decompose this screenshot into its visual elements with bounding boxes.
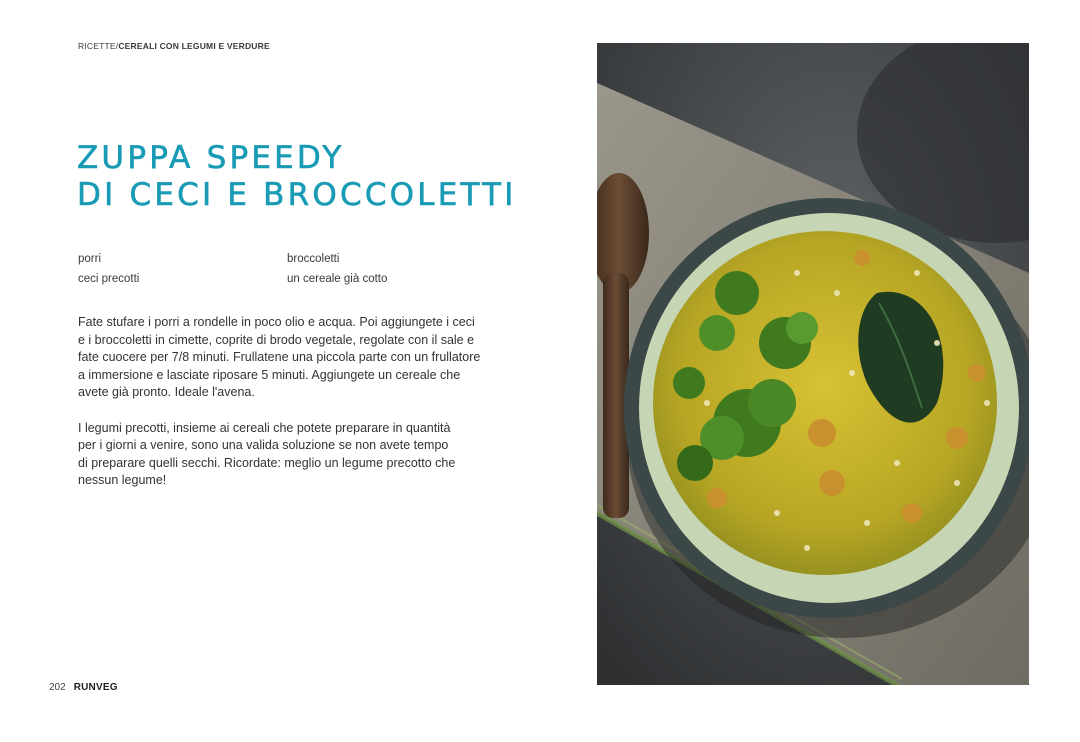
breadcrumb — [78, 41, 270, 51]
recipe-instructions — [78, 314, 493, 508]
instructions-paragraph: Fate stufare i porri a rondelle in poco olio e acqua. Poi aggiungete i ceci e i broccoletti in cimette, coprite di brodo vegetale, regolate con il sale e fate cuocere per 7/8 minuti. Frullatene una piccola parte con un frullatore a immersione e lasciate riposare 5 minuti. Aggiungete un cereale che avete già pronto. Ideale l'avena. — [78, 315, 481, 400]
notes-paragraph: I legumi precotti, insieme ai cereali che potete preparare in quantità per i giorni a venire, sono una valida soluzione se non avete tempo di preparare quelli secchi. Ricordate: meglio un legume precotto che nessun legume! — [78, 420, 456, 488]
ingredient-item: ceci precotti — [78, 273, 140, 285]
page-footer — [49, 682, 118, 693]
ingredient-item: un cereale già cotto — [287, 273, 388, 285]
soup-photo — [597, 43, 1029, 685]
recipe-title — [77, 140, 517, 214]
recipe-title-line-1: ZUPPA SPEEDY — [77, 140, 345, 176]
page-number: 202 — [49, 682, 66, 693]
breadcrumb-current: CEREALI CON LEGUMI E VERDURE — [118, 41, 270, 51]
ingredients-list — [78, 250, 418, 289]
recipe-title-line-2: DI CECI E BROCCOLETTI — [77, 177, 517, 213]
soup-photo-illustration — [597, 43, 1029, 685]
ingredient-item: porri — [78, 253, 102, 265]
ingredient-item: broccoletti — [287, 253, 340, 265]
breadcrumb-section: RICETTE/ — [78, 41, 119, 51]
brand-name: RUNVEG — [73, 682, 118, 693]
